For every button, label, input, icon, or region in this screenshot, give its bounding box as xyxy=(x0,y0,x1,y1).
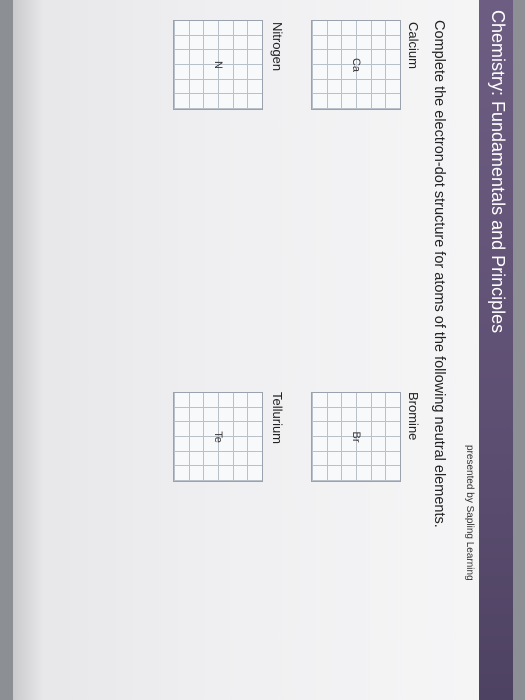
element-label-bromine: Bromine xyxy=(406,392,421,441)
grid-cell[interactable] xyxy=(247,94,262,109)
grid-cell[interactable] xyxy=(189,393,204,408)
grid-cell[interactable] xyxy=(312,422,327,437)
grid-cell[interactable] xyxy=(385,21,400,36)
grid-cell[interactable] xyxy=(327,408,342,423)
grid-cell[interactable] xyxy=(341,422,356,437)
grid-cell[interactable] xyxy=(385,422,400,437)
grid-cell[interactable] xyxy=(203,408,218,423)
presenter-credit: presented by Sapling Learning xyxy=(464,445,475,581)
grid-cell[interactable] xyxy=(385,393,400,408)
grid-cell[interactable] xyxy=(356,422,371,437)
grid-cell[interactable] xyxy=(371,36,386,51)
grid-cell[interactable] xyxy=(341,466,356,481)
grid-cell[interactable] xyxy=(371,437,386,452)
element-symbol-nitrogen: N xyxy=(212,61,224,69)
grid-cell[interactable] xyxy=(174,65,189,80)
grid-cell[interactable] xyxy=(174,422,189,437)
grid-cell[interactable] xyxy=(327,36,342,51)
grid-cell[interactable] xyxy=(385,80,400,95)
grid-cell[interactable] xyxy=(371,50,386,65)
grid-cell[interactable] xyxy=(356,393,371,408)
grid-cell[interactable] xyxy=(371,94,386,109)
grid-cell[interactable] xyxy=(312,65,327,80)
grid-cell[interactable] xyxy=(312,393,327,408)
element-label-tellurium: Tellurium xyxy=(270,392,285,445)
grid-cell[interactable] xyxy=(247,21,262,36)
grid-cell[interactable] xyxy=(341,437,356,452)
grid-cell[interactable] xyxy=(371,408,386,423)
grid-cell[interactable] xyxy=(203,422,218,437)
grid-cell[interactable] xyxy=(247,408,262,423)
grid-cell[interactable] xyxy=(327,94,342,109)
grid-cell[interactable] xyxy=(312,437,327,452)
grid-cell[interactable] xyxy=(174,36,189,51)
element-label-nitrogen: Nitrogen xyxy=(270,22,285,72)
grid-cell[interactable] xyxy=(233,80,248,95)
grid-cell[interactable] xyxy=(189,65,204,80)
app-title: Chemistry: Fundamentals and Principles xyxy=(488,10,508,334)
grid-cell[interactable] xyxy=(189,408,204,423)
grid-cell[interactable] xyxy=(341,452,356,467)
grid-cell[interactable] xyxy=(327,21,342,36)
element-symbol-calcium: Ca xyxy=(350,57,362,73)
grid-cell[interactable] xyxy=(247,50,262,65)
grid-cell[interactable] xyxy=(189,80,204,95)
grid-cell[interactable] xyxy=(371,422,386,437)
grid-cell[interactable] xyxy=(327,437,342,452)
grid-cell[interactable] xyxy=(174,80,189,95)
grid-cell[interactable] xyxy=(327,452,342,467)
grid-cell[interactable] xyxy=(356,65,371,80)
grid-cell[interactable] xyxy=(356,50,371,65)
grid-cell[interactable] xyxy=(218,437,233,452)
grid-cell[interactable] xyxy=(203,50,218,65)
element-label-calcium: Calcium xyxy=(406,22,421,69)
grid-cell[interactable] xyxy=(341,36,356,51)
grid-cell[interactable] xyxy=(218,36,233,51)
grid-cell[interactable] xyxy=(218,466,233,481)
grid-cell[interactable] xyxy=(327,80,342,95)
grid-cell[interactable] xyxy=(218,21,233,36)
grid-cell[interactable] xyxy=(233,65,248,80)
grid-cell[interactable] xyxy=(312,466,327,481)
grid-cell[interactable] xyxy=(356,94,371,109)
grid-cell[interactable] xyxy=(218,452,233,467)
grid-cell[interactable] xyxy=(356,437,371,452)
grid-cell[interactable] xyxy=(385,94,400,109)
grid-cell[interactable] xyxy=(203,393,218,408)
screen-bottom-shadow xyxy=(13,0,43,700)
grid-cell[interactable] xyxy=(356,452,371,467)
grid-cell[interactable] xyxy=(203,80,218,95)
grid-cell[interactable] xyxy=(312,36,327,51)
grid-cell[interactable] xyxy=(203,21,218,36)
element-symbol-bromine: Br xyxy=(350,431,362,443)
grid-cell[interactable] xyxy=(218,422,233,437)
grid-cell[interactable] xyxy=(189,422,204,437)
grid-cell[interactable] xyxy=(371,452,386,467)
dot-grid-bromine[interactable] xyxy=(311,392,401,482)
grid-cell[interactable] xyxy=(218,408,233,423)
grid-cell[interactable] xyxy=(341,408,356,423)
grid-cell[interactable] xyxy=(218,50,233,65)
grid-cell[interactable] xyxy=(203,94,218,109)
browser-screen xyxy=(13,0,513,700)
grid-cell[interactable] xyxy=(356,21,371,36)
grid-cell[interactable] xyxy=(189,50,204,65)
dot-grid-tellurium[interactable] xyxy=(173,392,263,482)
grid-cell[interactable] xyxy=(247,422,262,437)
grid-cell[interactable] xyxy=(203,65,218,80)
grid-cell[interactable] xyxy=(189,466,204,481)
grid-cell[interactable] xyxy=(233,452,248,467)
grid-cell[interactable] xyxy=(218,80,233,95)
grid-cell[interactable] xyxy=(312,452,327,467)
grid-cell[interactable] xyxy=(233,94,248,109)
grid-cell[interactable] xyxy=(189,452,204,467)
grid-cell[interactable] xyxy=(233,437,248,452)
grid-cell[interactable] xyxy=(356,36,371,51)
grid-cell[interactable] xyxy=(385,50,400,65)
grid-cell[interactable] xyxy=(233,36,248,51)
grid-cell[interactable] xyxy=(371,466,386,481)
grid-cell[interactable] xyxy=(341,94,356,109)
grid-cell[interactable] xyxy=(385,437,400,452)
grid-cell[interactable] xyxy=(203,437,218,452)
grid-cell[interactable] xyxy=(327,50,342,65)
grid-cell[interactable] xyxy=(385,466,400,481)
grid-cell[interactable] xyxy=(327,65,342,80)
grid-cell[interactable] xyxy=(247,80,262,95)
grid-cell[interactable] xyxy=(203,452,218,467)
grid-cell[interactable] xyxy=(341,80,356,95)
grid-cell[interactable] xyxy=(189,94,204,109)
grid-cell[interactable] xyxy=(327,422,342,437)
grid-cell[interactable] xyxy=(385,65,400,80)
grid-cell[interactable] xyxy=(189,21,204,36)
grid-cell[interactable] xyxy=(312,94,327,109)
grid-cell[interactable] xyxy=(233,393,248,408)
grid-cell[interactable] xyxy=(233,466,248,481)
dot-grid-nitrogen[interactable] xyxy=(173,20,263,110)
grid-cell[interactable] xyxy=(247,65,262,80)
grid-cell[interactable] xyxy=(189,437,204,452)
grid-cell[interactable] xyxy=(174,21,189,36)
grid-cell[interactable] xyxy=(341,50,356,65)
grid-cell[interactable] xyxy=(385,36,400,51)
grid-cell[interactable] xyxy=(356,466,371,481)
grid-cell[interactable] xyxy=(371,65,386,80)
grid-cell[interactable] xyxy=(385,408,400,423)
grid-cell[interactable] xyxy=(247,393,262,408)
question-instructions: Complete the electron-dot structure for atoms of the following neutral elements. xyxy=(431,20,447,528)
grid-cell[interactable] xyxy=(312,408,327,423)
grid-cell[interactable] xyxy=(247,437,262,452)
grid-cell[interactable] xyxy=(371,21,386,36)
grid-cell[interactable] xyxy=(203,466,218,481)
grid-cell[interactable] xyxy=(341,65,356,80)
grid-cell[interactable] xyxy=(356,80,371,95)
grid-cell[interactable] xyxy=(233,408,248,423)
grid-cell[interactable] xyxy=(341,393,356,408)
grid-cell[interactable] xyxy=(218,65,233,80)
grid-cell[interactable] xyxy=(312,21,327,36)
grid-cell[interactable] xyxy=(371,80,386,95)
grid-cell[interactable] xyxy=(174,452,189,467)
grid-cell[interactable] xyxy=(247,466,262,481)
grid-cell[interactable] xyxy=(356,408,371,423)
grid-cell[interactable] xyxy=(174,94,189,109)
grid-cell[interactable] xyxy=(341,21,356,36)
grid-cell[interactable] xyxy=(371,393,386,408)
grid-cell[interactable] xyxy=(203,36,218,51)
grid-cell[interactable] xyxy=(174,50,189,65)
grid-cell[interactable] xyxy=(233,422,248,437)
grid-cell[interactable] xyxy=(218,94,233,109)
grid-cell[interactable] xyxy=(189,36,204,51)
dot-grid-calcium[interactable] xyxy=(311,20,401,110)
grid-cell[interactable] xyxy=(327,466,342,481)
grid-cell[interactable] xyxy=(312,80,327,95)
element-symbol-tellurium: Te xyxy=(212,431,224,443)
grid-cell[interactable] xyxy=(233,50,248,65)
grid-cell[interactable] xyxy=(174,466,189,481)
header-bar xyxy=(479,0,513,700)
grid-cell[interactable] xyxy=(247,36,262,51)
grid-cell[interactable] xyxy=(174,437,189,452)
grid-cell[interactable] xyxy=(327,393,342,408)
grid-cell[interactable] xyxy=(174,408,189,423)
grid-cell[interactable] xyxy=(218,393,233,408)
grid-cell[interactable] xyxy=(312,50,327,65)
grid-cell[interactable] xyxy=(247,452,262,467)
grid-cell[interactable] xyxy=(385,452,400,467)
grid-cell[interactable] xyxy=(233,21,248,36)
grid-cell[interactable] xyxy=(174,393,189,408)
